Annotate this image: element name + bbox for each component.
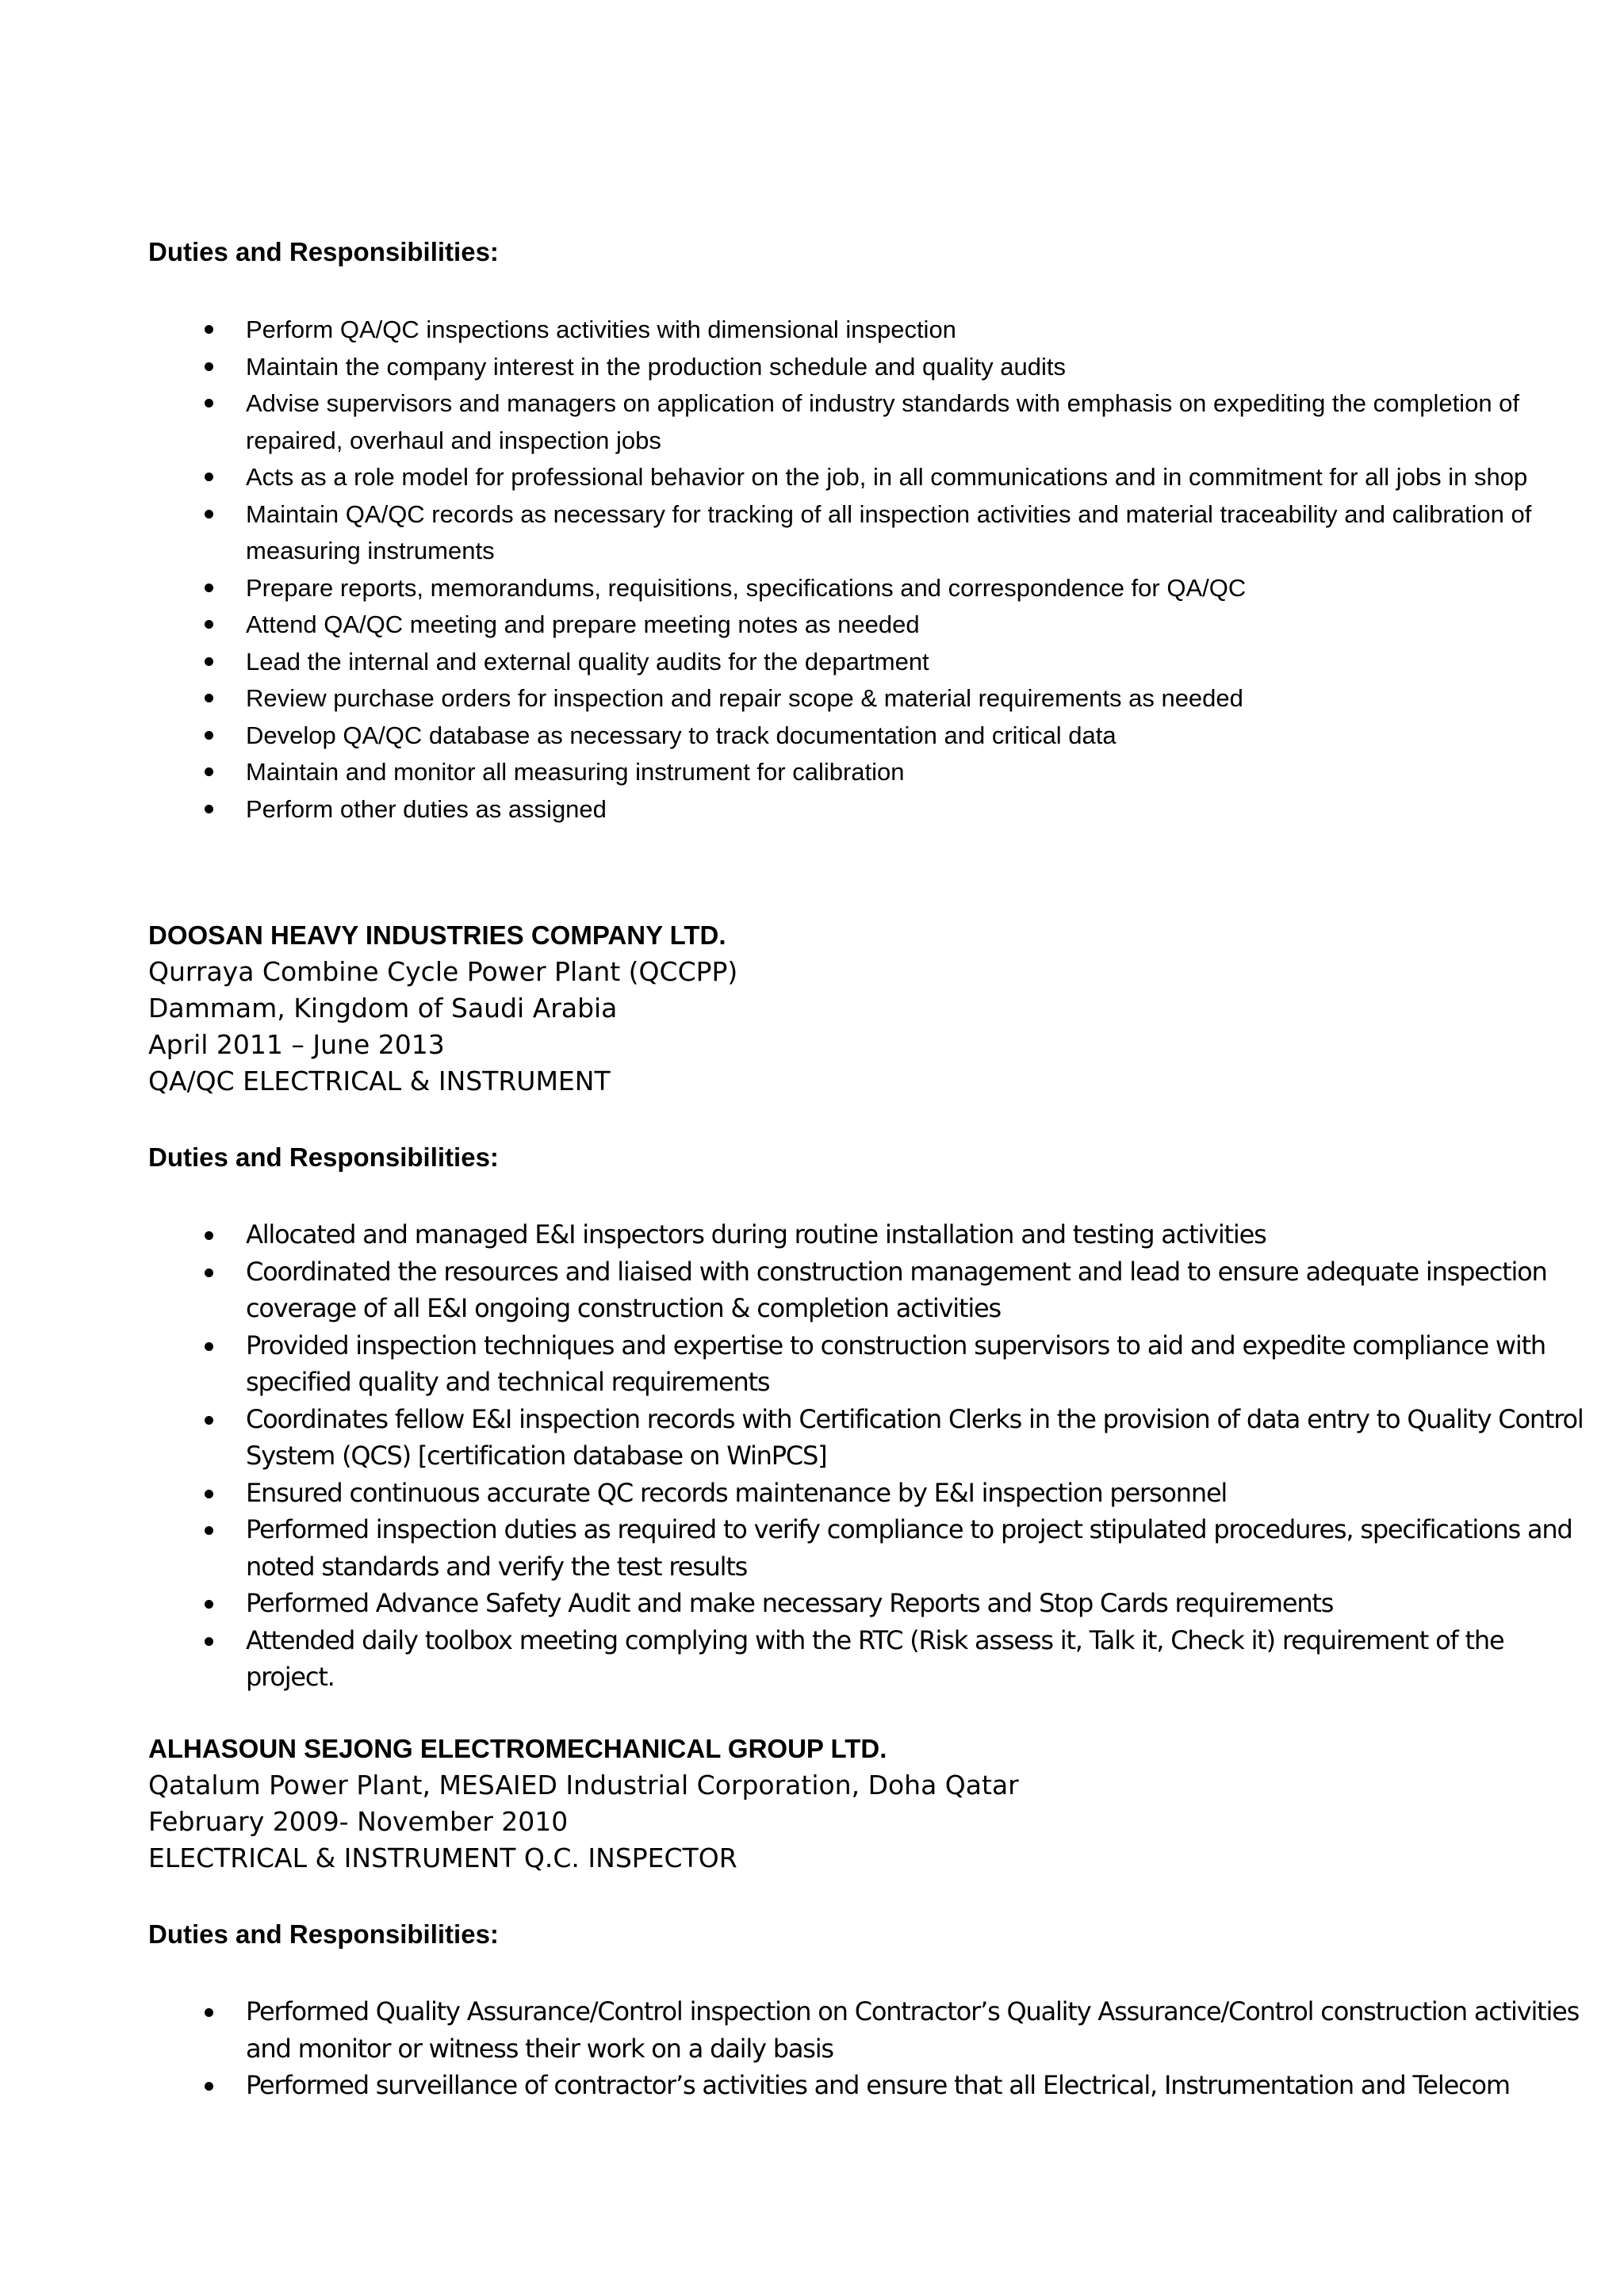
duties-list-3	[0, 1993, 1586, 2104]
list-item: Performed Quality Assurance/Control inspection on Contractor’s Quality Assurance/Control construction activities and monitor or witness their work on a daily basis	[0, 1993, 1586, 2067]
list-item: Perform other duties as assigned	[0, 791, 1586, 828]
list-item: Coordinated the resources and liaised with construction management and lead to ensure adequate inspection coverage of all E&I ongoing construction & completion activities	[0, 1253, 1586, 1327]
duties-list-1	[0, 312, 1586, 828]
list-item: Performed inspection duties as required to verify compliance to project stipulated procedures, specifications and noted standards and verify the test results	[0, 1511, 1586, 1585]
bullet-icon	[205, 1600, 213, 1609]
company-name-alhasoun: ALHASOUN SEJONG ELECTROMECHANICAL GROUP LTD.	[148, 1734, 887, 1763]
bullet-icon	[205, 2008, 213, 2017]
bullet-icon	[205, 657, 213, 666]
bullet-icon	[205, 399, 213, 408]
company-name-doosan: DOOSAN HEAVY INDUSTRIES COMPANY LTD.	[148, 920, 726, 950]
bullet-icon	[205, 1526, 213, 1535]
list-item: Performed surveillance of contractor’s activities and ensure that all Electrical, Instrumentation and Telecom	[0, 2067, 1586, 2104]
job-position: QA/QC ELECTRICAL & INSTRUMENT	[148, 1066, 611, 1096]
list-item: Performed Advance Safety Audit and make necessary Reports and Stop Cards requirements	[0, 1585, 1586, 1622]
job-dates: April 2011 – June 2013	[148, 1029, 445, 1060]
list-item: Attended daily toolbox meeting complying with the RTC (Risk assess it, Talk it, Check it) requirement of the project.	[0, 1622, 1586, 1696]
duties-list-2	[0, 1216, 1586, 1696]
bullet-icon	[205, 767, 213, 776]
job-dates: February 2009- November 2010	[148, 1806, 569, 1837]
list-item: Provided inspection techniques and expertise to construction supervisors to aid and expedite compliance with specified quality and technical requirements	[0, 1327, 1586, 1401]
duties-heading-3: Duties and Responsibilities:	[148, 1919, 499, 1949]
list-item: Prepare reports, memorandums, requisitions, specifications and correspondence for QA/QC	[0, 570, 1586, 607]
list-item: Lead the internal and external quality audits for the department	[0, 644, 1586, 681]
bullet-icon	[205, 805, 213, 813]
bullet-icon	[205, 325, 213, 334]
duties-heading-1: Duties and Responsibilities:	[148, 237, 499, 266]
bullet-icon	[205, 1342, 213, 1351]
list-item: Maintain QA/QC records as necessary for tracking of all inspection activities and material traceability and calibration of measuring instruments	[0, 496, 1586, 570]
bullet-icon	[205, 584, 213, 592]
project-name: Qurraya Combine Cycle Power Plant (QCCPP)	[148, 956, 738, 987]
bullet-icon	[205, 1269, 213, 1277]
bullet-icon	[205, 2082, 213, 2091]
bullet-icon	[205, 362, 213, 371]
list-item: Advise supervisors and managers on application of industry standards with emphasis on expediting the completion of repaired, overhaul and inspection jobs	[0, 385, 1586, 459]
bullet-icon	[205, 1231, 213, 1240]
list-item: Perform QA/QC inspections activities with dimensional inspection	[0, 312, 1586, 349]
bullet-icon	[205, 1490, 213, 1498]
list-item: Maintain the company interest in the production schedule and quality audits	[0, 349, 1586, 386]
list-item: Attend QA/QC meeting and prepare meeting notes as needed	[0, 607, 1586, 644]
bullet-icon	[205, 510, 213, 519]
job-position: ELECTRICAL & INSTRUMENT Q.C. INSPECTOR	[148, 1843, 737, 1873]
list-item: Develop QA/QC database as necessary to track documentation and critical data	[0, 718, 1586, 755]
bullet-icon	[205, 620, 213, 629]
list-item: Ensured continuous accurate QC records maintenance by E&I inspection personnel	[0, 1475, 1586, 1512]
bullet-icon	[205, 731, 213, 740]
duties-heading-2: Duties and Responsibilities:	[148, 1142, 499, 1172]
bullet-icon	[205, 1416, 213, 1425]
list-item: Coordinates fellow E&I inspection records with Certification Clerks in the provision of data entry to Quality Control System (QCS) [certification database on WinPCS]	[0, 1401, 1586, 1475]
list-item: Maintain and monitor all measuring instrument for calibration	[0, 754, 1586, 791]
bullet-icon	[205, 1637, 213, 1646]
bullet-icon	[205, 473, 213, 481]
list-item: Acts as a role model for professional behavior on the job, in all communications and in commitment for all jobs in shop	[0, 459, 1586, 496]
project-name: Qatalum Power Plant, MESAIED Industrial Corporation, Doha Qatar	[148, 1770, 1019, 1800]
list-item: Allocated and managed E&I inspectors during routine installation and testing activities	[0, 1216, 1586, 1253]
bullet-icon	[205, 694, 213, 702]
job-location: Dammam, Kingdom of Saudi Arabia	[148, 993, 618, 1024]
list-item: Review purchase orders for inspection and repair scope & material requirements as needed	[0, 680, 1586, 718]
